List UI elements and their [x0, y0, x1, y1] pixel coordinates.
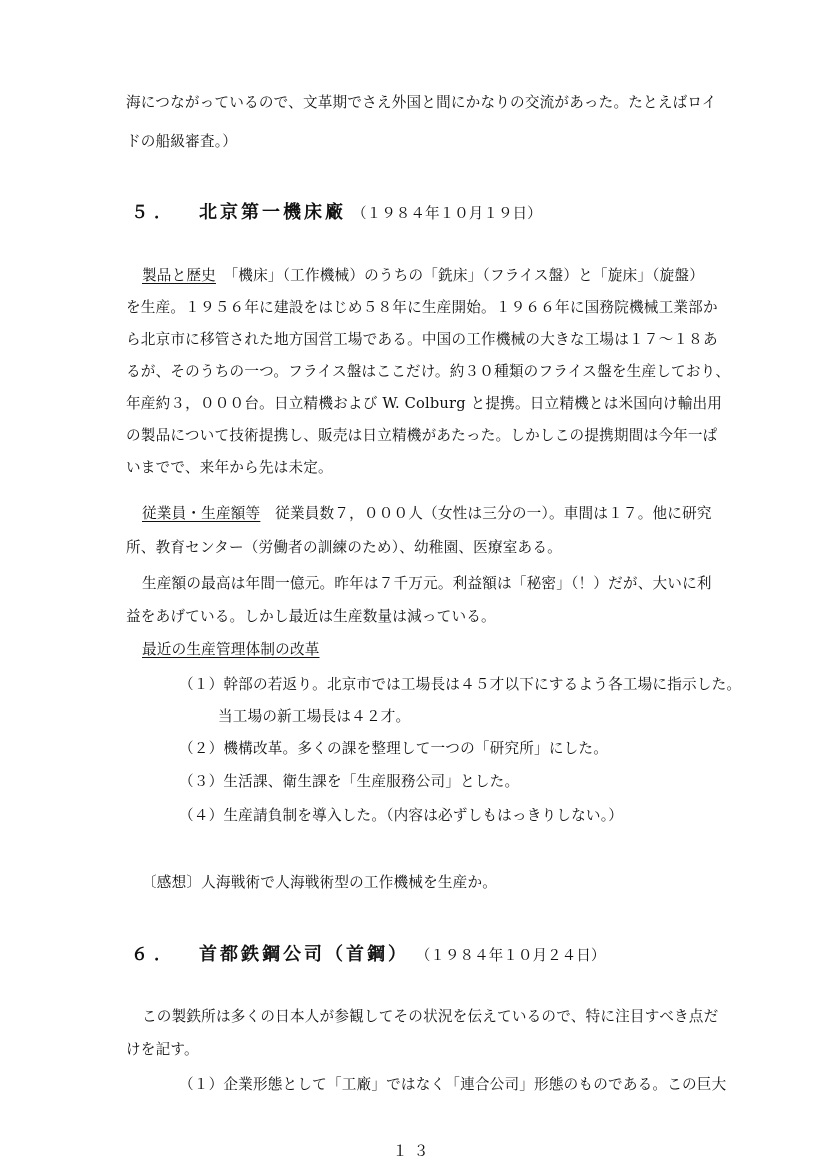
employees-label: 従業員・生産額等	[142, 505, 261, 522]
reform-item-1: （１）幹部の若返り。北京市では工場長は４５才以下にするよう各工場に指示した。	[179, 676, 742, 693]
section-6-title: 首都鉄鋼公司（首鋼）	[199, 944, 409, 965]
reform-item-2: （２）機構改革。多くの課を整理して一つの「研究所」にした。	[179, 740, 609, 757]
production-line-1: 生産額の最高は年間一億元。昨年は７千万元。利益額は「秘密」（！）だが、大いに利	[142, 575, 712, 592]
section-5-number: ５．	[131, 203, 177, 223]
history-line-4: るが、そのうちの一つ。フライス盤はここだけ。約３０種類のフライス盤を生産しており、	[126, 363, 731, 380]
history-line-2: を生産。１９５６年に建設をはじめ５８年に生産開始。１９６６年に国務院機械工業部か	[126, 299, 718, 316]
section-6-heading	[131, 940, 605, 966]
employees-line-1: 従業員・生産額等 従業員数７，０００人（女性は三分の一）。車間は１７。他に研究	[142, 505, 712, 522]
section-6-number: ６．	[131, 945, 177, 965]
history-label: 製品と歴史	[142, 267, 216, 284]
intro-line-1: 海につながっているので、文革期でさえ外国と間にかなりの交流があった。たとえばロイ	[126, 94, 717, 111]
intro-line-2: ドの船級審査。）	[126, 133, 238, 150]
section-5-date: （１９８４年１０月１９日）	[352, 205, 542, 222]
history-line-7: いまでで、来年から先は未定。	[126, 459, 333, 476]
production-line-2: 益をあげている。しかし最近は生産数量は減っている。	[126, 608, 496, 625]
reform-item-3: （３）生活課、衛生課を「生産服務公司」とした。	[179, 773, 520, 790]
section-6-date: （１９８４年１０月２４日）	[423, 947, 606, 964]
section-6-line-3: （１）企業形態として「工廠」ではなく「連合公司」形態のものである。この巨大	[179, 1076, 727, 1093]
section-6-line-1: この製鉄所は多くの日本人が参観してその状況を伝えているので、特に注目すべき点だ	[142, 1008, 719, 1025]
history-line-6: の製品について技術提携し、販売は日立精機があたった。しかしこの提携期間は今年一ぱ	[126, 427, 718, 444]
history-line-3: ら北京市に移管された地方国営工場である。中国の工作機械の大きな工場は１７～１８あ	[126, 331, 718, 348]
history-line-5: 年産約３，０００台。日立精機および W. Colburg と提携。日立精機とは米国向け輸出用	[126, 395, 723, 412]
section-5-heading	[131, 198, 542, 224]
section-6-line-2: けを記す。	[126, 1041, 199, 1058]
reform-label: 最近の生産管理体制の改革	[142, 641, 320, 658]
impression: 〔感想〕人海戦術で人海戦術型の工作機械を生産か。	[142, 874, 498, 891]
reform-item-4: （４）生産請負制を導入した。（内容は必ずしもはっきりしない。）	[179, 807, 624, 824]
page-number: １３	[392, 1142, 435, 1160]
section-5-title: 北京第一機床廠	[199, 202, 346, 223]
history-line-1: 製品と歴史 「機床」（工作機械）のうちの「銑床」（フライス盤）と「旋床」（旋盤）	[142, 267, 704, 284]
employees-line-2: 所、教育センター（労働者の訓練のため）、幼稚園、医療室ある。	[126, 539, 562, 556]
reform-item-1-cont: 当工場の新工場長は４２才。	[218, 708, 411, 725]
